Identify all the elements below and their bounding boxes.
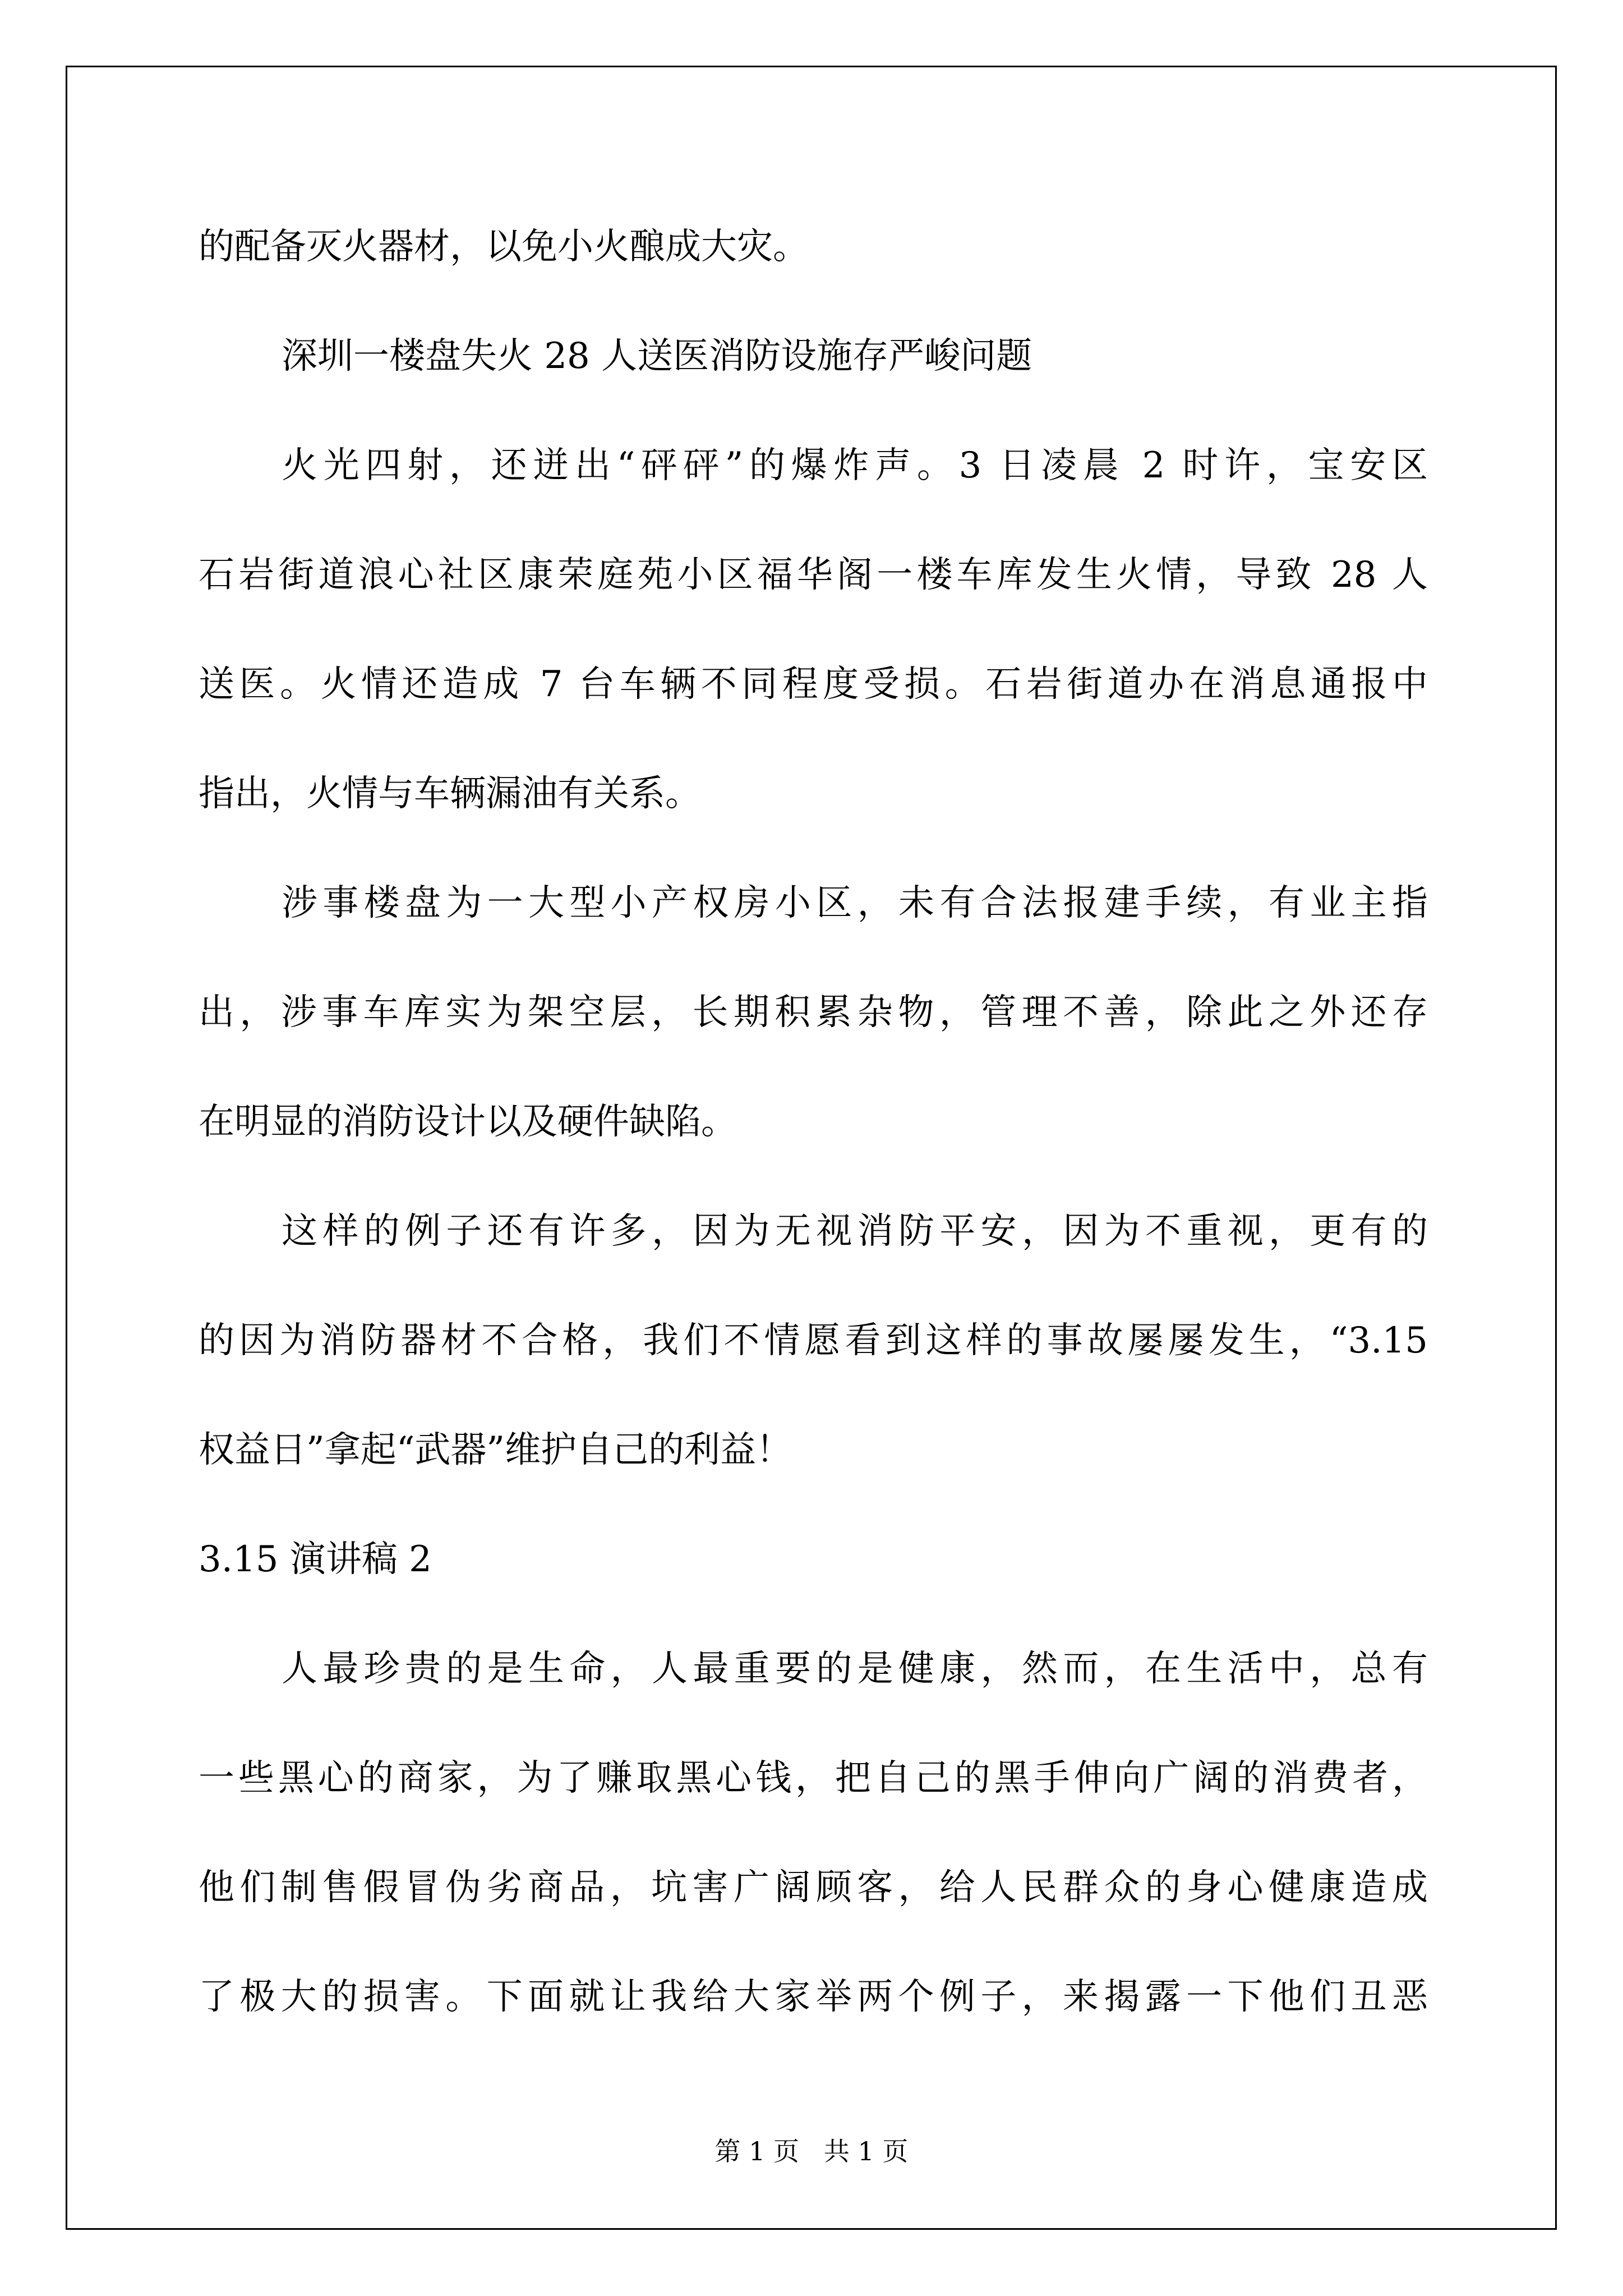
text-line: 送医。火情还造成 7 台车辆不同程度受损。石岩街道办在消息通报中 [199, 664, 1428, 705]
text-line: 这样的例子还有许多，因为无视消防平安，因为不重视，更有的 [282, 1211, 1428, 1252]
text-line: 的因为消防器材不合格，我们不情愿看到这样的事故屡屡发生，“3.15 [199, 1320, 1428, 1361]
text-line: 火光四射，还迸出“砰砰”的爆炸声。3 日凌晨 2 时许，宝安区 [282, 445, 1428, 486]
text-line: 指出，火情与车辆漏油有关系。 [199, 773, 701, 815]
article-headline: 深圳一楼盘失火 28 人送医消防设施存严峻问题 [282, 335, 1032, 377]
text-line: 出，涉事车库实为架空层，长期积累杂物，管理不善，除此之外还存 [199, 992, 1428, 1033]
text-line: 人最珍贵的是生命，人最重要的是健康，然而，在生活中，总有 [282, 1648, 1428, 1690]
text-line: 在明显的消防设计以及硬件缺陷。 [199, 1101, 737, 1143]
text-line: 石岩街道浪心社区康荣庭苑小区福华阁一楼车库发生火情，导致 28 人 [199, 554, 1428, 596]
section-heading: 3.15 演讲稿 2 [199, 1539, 432, 1580]
text-line: 权益日”拿起“武器”维护自己的利益！ [199, 1429, 792, 1471]
page-footer: 第 1 页 共 1 页 [714, 2136, 909, 2166]
text-line: 了极大的损害。下面就让我给大家举两个例子，来揭露一下他们丑恶 [199, 1976, 1428, 2018]
text-line: 的配备灭火器材，以免小火酿成大灾。 [199, 226, 809, 268]
text-line: 涉事楼盘为一大型小产权房小区，未有合法报建手续，有业主指 [282, 882, 1428, 924]
text-line: 一些黑心的商家，为了赚取黑心钱，把自己的黑手伸向广阔的消费者， [199, 1757, 1428, 1799]
text-line: 他们制售假冒伪劣商品，坑害广阔顾客，给人民群众的身心健康造成 [199, 1867, 1428, 1908]
